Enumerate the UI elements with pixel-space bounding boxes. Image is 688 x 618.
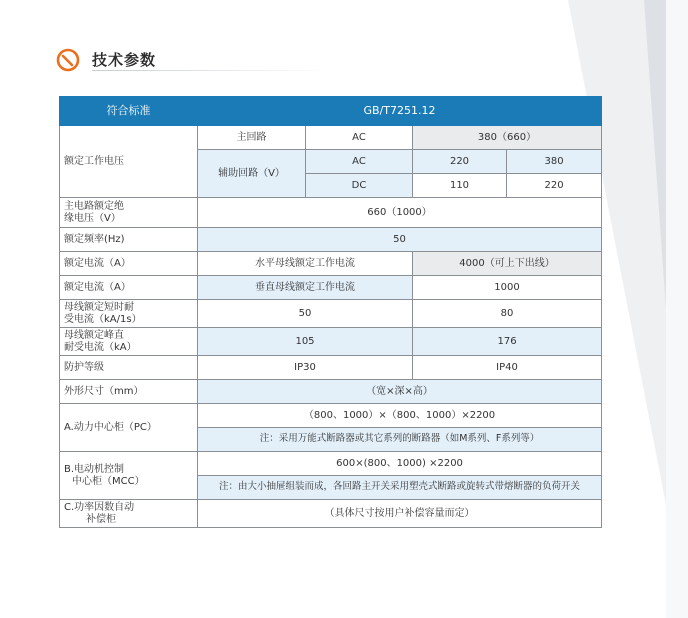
- header-standard: GB/T7251.12: [198, 97, 602, 126]
- table-row: [60, 404, 602, 428]
- short-time-label: 母线额定短时耐 受电流（kA/1s）: [60, 300, 198, 328]
- main-circuit-type: AC: [306, 126, 413, 150]
- table-row: [60, 252, 602, 276]
- table-row: [60, 452, 602, 476]
- rated-current-v-label: 额定电流（A）: [60, 276, 198, 300]
- background-stripe-dark: [644, 0, 688, 618]
- background-edge: [666, 0, 688, 618]
- mcc-size: 600×(800、1000) ×2200: [198, 452, 602, 476]
- peak-v2: 176: [413, 328, 602, 356]
- table-row: [60, 198, 602, 228]
- rated-current-v-desc: 垂直母线额定工作电流: [198, 276, 413, 300]
- mcc-label: B.电动机控制 中心柜（MCC）: [60, 452, 198, 500]
- table-row: [60, 126, 602, 150]
- aux-dc-type: DC: [306, 174, 413, 198]
- pc-note: 注：采用万能式断路器或其它系列的断路器（如M系列、F系列等）: [198, 428, 602, 452]
- table-row: [60, 380, 602, 404]
- table-row: [60, 276, 602, 300]
- aux-dc-v2: 220: [507, 174, 602, 198]
- aux-ac-v1: 220: [413, 150, 507, 174]
- section-underline: [92, 70, 332, 71]
- rated-current-h-value: 4000（可上下出线）: [413, 252, 602, 276]
- mcc-note: 注：由大小抽屉组装而成，各回路主开关采用塑壳式断路或旋转式带熔断器的负荷开关: [198, 476, 602, 500]
- dimensions-value: （宽×深×高）: [198, 380, 602, 404]
- short-time-v1: 50: [198, 300, 413, 328]
- compensation-value: （具体尺寸按用户补偿容量而定）: [198, 500, 602, 528]
- pc-size: （800、1000）×（800、1000）×2200: [198, 404, 602, 428]
- insulation-voltage-label: 主电路额定绝 缘电压（V）: [60, 198, 198, 228]
- protection-label: 防护等级: [60, 356, 198, 380]
- aux-ac-v2: 380: [507, 150, 602, 174]
- table-row: [60, 228, 602, 252]
- spec-table: [59, 96, 602, 528]
- aux-ac-type: AC: [306, 150, 413, 174]
- protection-v1: IP30: [198, 356, 413, 380]
- aux-dc-v1: 110: [413, 174, 507, 198]
- compensation-label: C.功率因数自动 补偿柜: [60, 500, 198, 528]
- aux-circuit-label: 辅助回路（V）: [198, 150, 306, 198]
- short-time-v2: 80: [413, 300, 602, 328]
- warning-slash-icon: [56, 48, 80, 72]
- rated-current-v-value: 1000: [413, 276, 602, 300]
- main-circuit-label: 主回路: [198, 126, 306, 150]
- pc-label: A.动力中心柜（PC）: [60, 404, 198, 452]
- peak-v1: 105: [198, 328, 413, 356]
- main-circuit-value: 380（660）: [413, 126, 602, 150]
- rated-current-h-label: 额定电流（A）: [60, 252, 198, 276]
- dimensions-label: 外形尺寸（mm）: [60, 380, 198, 404]
- table-row: [60, 356, 602, 380]
- frequency-label: 额定频率(Hz): [60, 228, 198, 252]
- rated-current-h-desc: 水平母线额定工作电流: [198, 252, 413, 276]
- table-header-row: [60, 97, 602, 126]
- section-title: 技术参数: [92, 51, 157, 69]
- table-row: [60, 328, 602, 356]
- header-label: 符合标准: [60, 97, 198, 126]
- table-row: [60, 500, 602, 528]
- protection-v2: IP40: [413, 356, 602, 380]
- section-header: [56, 46, 356, 74]
- frequency-value: 50: [198, 228, 602, 252]
- peak-label: 母线额定峰直 耐受电流（kA）: [60, 328, 198, 356]
- rated-voltage-label: 额定工作电压: [60, 126, 198, 198]
- insulation-voltage-value: 660（1000）: [198, 198, 602, 228]
- table-row: [60, 300, 602, 328]
